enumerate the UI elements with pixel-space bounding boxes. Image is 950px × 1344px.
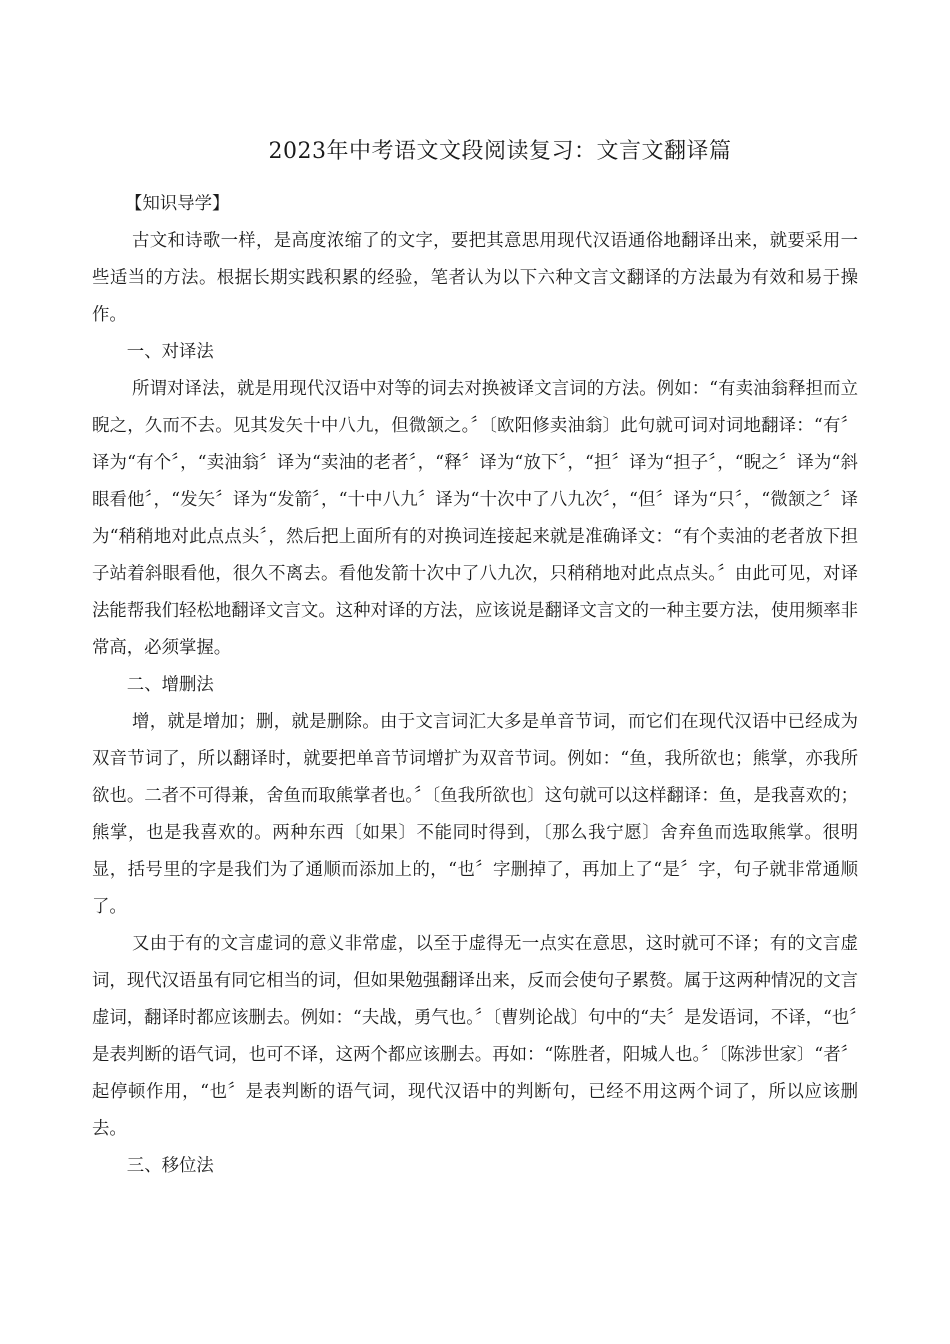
method-heading-yiwei: 三、移位法 xyxy=(126,1156,214,1176)
paragraph-duiyi: 所谓对译法，就是用现代汉语中对等的词去对换被译文言词的方法。例如：“有卖油翁释担而立睨之，久而不去。见其发矢十中八九，但微颔之。〞〔欧阳修卖油翁〕此句就可词对词地翻译：“有〞译为“有个〞，“卖油翁〞译为“卖油的老者〞，“释〞译为“放下〞，“担〞译为“担子〞，“睨之〞译为“斜眼看他〞，“发矢〞译为“发箭〞，“十中八九〞译为“十次中了八九次〞，“但〞译为“只〞，“微颔之〞译为“稍稍地对此点点头〞，然后把上面所有的对换词连接起来就是准确译文：“有个卖油的老者放下担子站着斜眼看他，很久不离去。看他发箭十次中了八九次，只稍稍地对此点点头。〞由此可见，对译法能帮我们轻松地翻译文言文。这种对译的方法，应该说是翻译文言文的一种主要方法，使用频率非常高，必须掌握。 xyxy=(92,379,858,658)
page-title: 2023年中考语文文段阅读复习：文言文翻译篇 xyxy=(268,139,732,164)
method-heading-zengshan: 二、增删法 xyxy=(126,675,214,695)
document-body xyxy=(92,186,858,1185)
paragraph-zengshan-2: 又由于有的文言虚词的意义非常虚，以至于虚得无一点实在意思，这时就可不译；有的文言虚词，现代汉语虽有同它相当的词，但如果勉强翻译出来，反而会使句子累赘。属于这两种情况的文言虚词，翻译时都应该删去。例如：“夫战，勇气也。〞〔曹刿论战〕句中的“夫〞是发语词，不译，“也〞是表判断的语气词，也可不译，这两个都应该删去。再如：“陈胜者，阳城人也。〞〔陈涉世家〕“者〞起停顿作用，“也〞是表判断的语气词，现代汉语中的判断句，已经不用这两个词了，所以应该删去。 xyxy=(92,934,858,1139)
section-heading-knowledge-guide: 【知识导学】 xyxy=(125,194,230,214)
paragraph-zengshan-1: 增，就是增加；删，就是删除。由于文言词汇大多是单音节词，而它们在现代汉语中已经成为双音节词了，所以翻译时，就要把单音节词增扩为双音节词。例如：“鱼，我所欲也；熊掌，亦我所欲也。二者不可得兼，舍鱼而取熊掌者也。〞〔鱼我所欲也〕这句就可以这样翻译：鱼，是我喜欢的；熊掌，也是我喜欢的。两种东西〔如果〕不能同时得到，〔那么我宁愿〕舍弃鱼而选取熊掌。很明显，括号里的字是我们为了通顺而添加上的，“也〞字删掉了，再加上了“是〞字，句子就非常通顺了。 xyxy=(92,712,858,917)
paragraph-intro: 古文和诗歌一样，是高度浓缩了的文字，要把其意思用现代汉语通俗地翻译出来，就要采用一些适当的方法。根据长期实践积累的经验，笔者认为以下六种文言文翻译的方法最为有效和易于操作。 xyxy=(92,231,858,325)
method-heading-duiyi: 一、对译法 xyxy=(126,342,214,362)
